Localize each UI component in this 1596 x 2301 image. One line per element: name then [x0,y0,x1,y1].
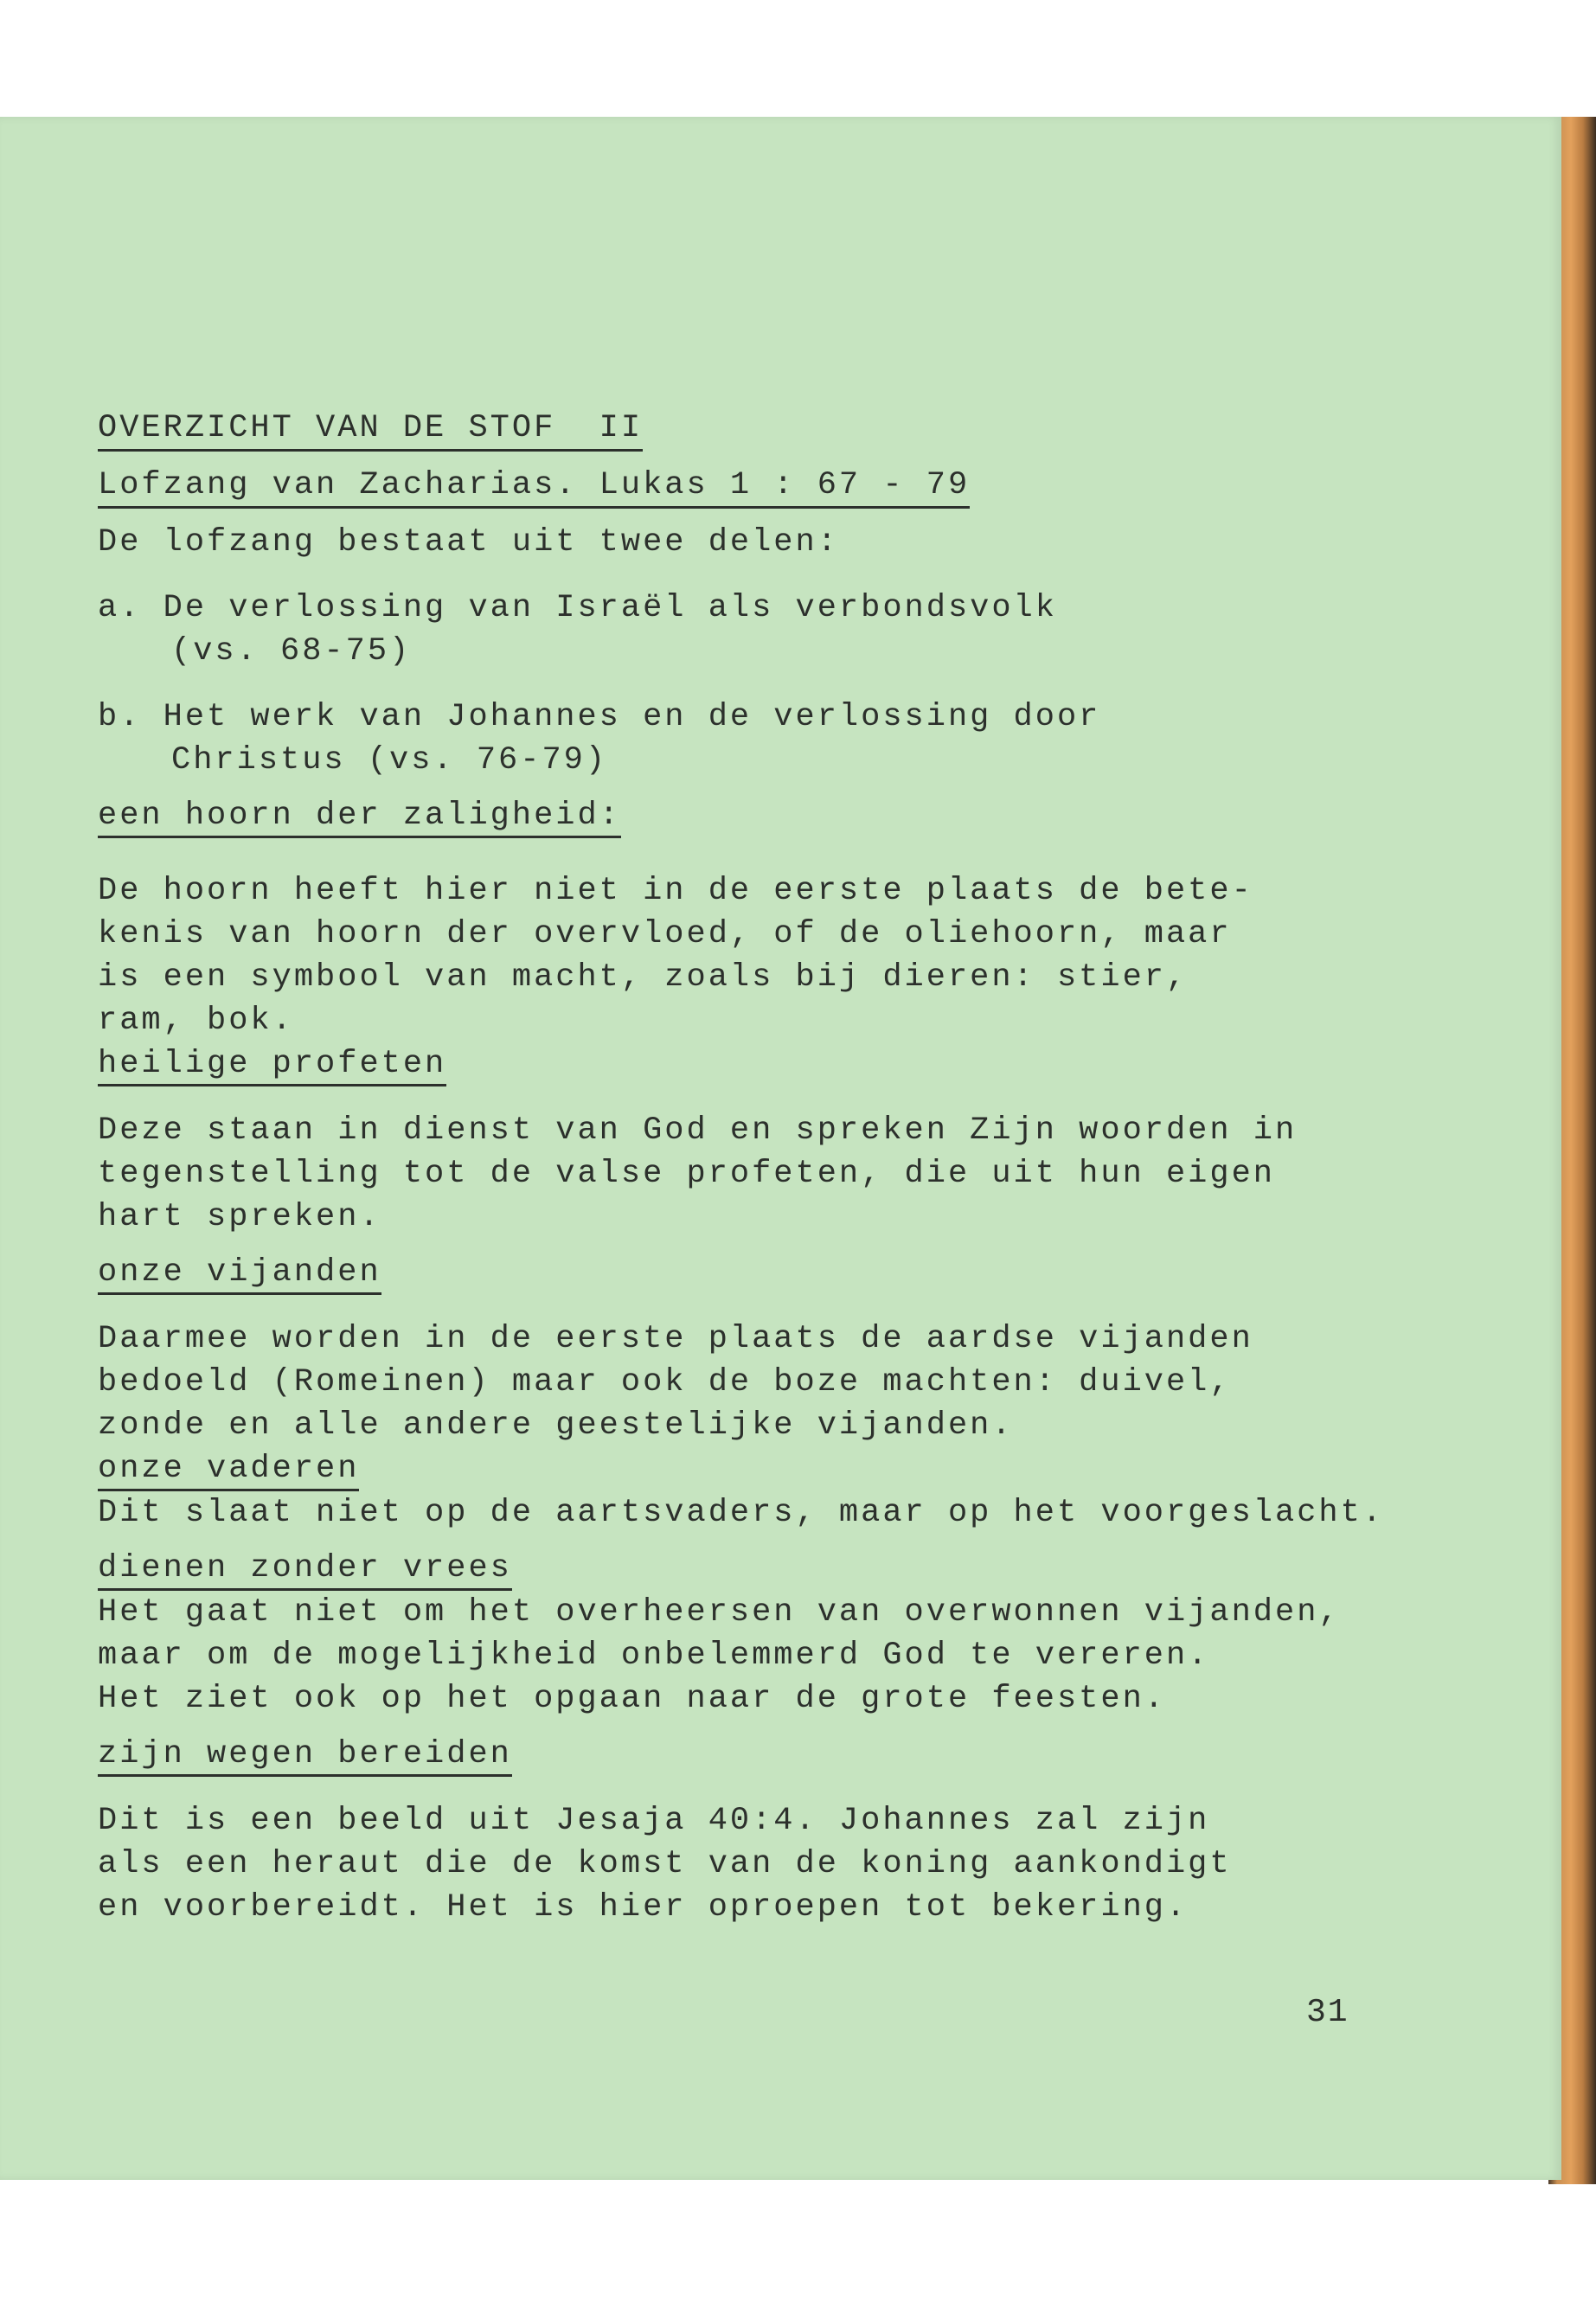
section-text-line: tegenstelling tot de valse profeten, die uit hun eigen [98,1156,1275,1192]
part-b-line-2: Christus (vs. 76-79) [171,742,608,779]
scan-background-top [0,0,1596,119]
section-text-line: en voorbereidt. Het is hier oproepen tot bekering. [98,1889,1189,1926]
section-text-line: Dit slaat niet op de aartsvaders, maar op het voorgeslacht. [98,1495,1385,1531]
section-text-line: hart spreken. [98,1199,381,1235]
section-text-line: maar om de mogelijkheid onbelemmerd God te vereren. [98,1638,1210,1674]
section-text-line: als een heraut die de komst van de koning aankondigt [98,1846,1232,1882]
section-text-line: Daarmee worden in de eerste plaats de aardse vijanden [98,1321,1253,1357]
section-heading: zijn wegen bereiden [98,1736,512,1777]
document-title: OVERZICHT VAN DE STOF II [98,409,643,452]
document-subtitle: Lofzang van Zacharias. Lukas 1 : 67 - 79 [98,466,970,509]
section-text-line: zonde en alle andere geestelijke vijanden. [98,1407,1014,1444]
section-heading: een hoorn der zaligheid: [98,798,621,838]
part-a-line-2: (vs. 68-75) [171,633,412,670]
part-a-line-1: a. De verlossing van Israël als verbondsvolk [98,590,1057,626]
section-text-line: Deze staan in dienst van God en spreken Zijn woorden in [98,1112,1298,1149]
part-b-line-1: b. Het werk van Johannes en de verlossing door [98,699,1101,735]
section-text-line: De hoorn heeft hier niet in de eerste plaats de bete- [98,873,1253,909]
section-text-line: Het gaat niet om het overheersen van overwonnen vijanden, [98,1594,1341,1631]
section-heading: onze vaderen [98,1451,359,1491]
section-heading: heilige profeten [98,1046,446,1086]
section-text-line: Dit is een beeld uit Jesaja 40:4. Johannes zal zijn [98,1803,1210,1839]
section-text-line: Het ziet ook op het opgaan naar de grote feesten. [98,1681,1166,1717]
section-text-line: bedoeld (Romeinen) maar ook de boze machten: duivel, [98,1364,1232,1400]
section-heading: dienen zonder vrees [98,1550,512,1591]
document-body [98,407,1482,1929]
section-text-line: ram, bok. [98,1003,294,1039]
section-text-line: kenis van hoorn der overvloed, of de oliehoorn, maar [98,916,1232,952]
page-number: 31 [1306,1994,1349,2031]
intro-text: De lofzang bestaat uit twee delen: [98,524,839,561]
section-text-line: is een symbool van macht, zoals bij dieren: stier, [98,959,1189,996]
section-heading: onze vijanden [98,1254,381,1295]
